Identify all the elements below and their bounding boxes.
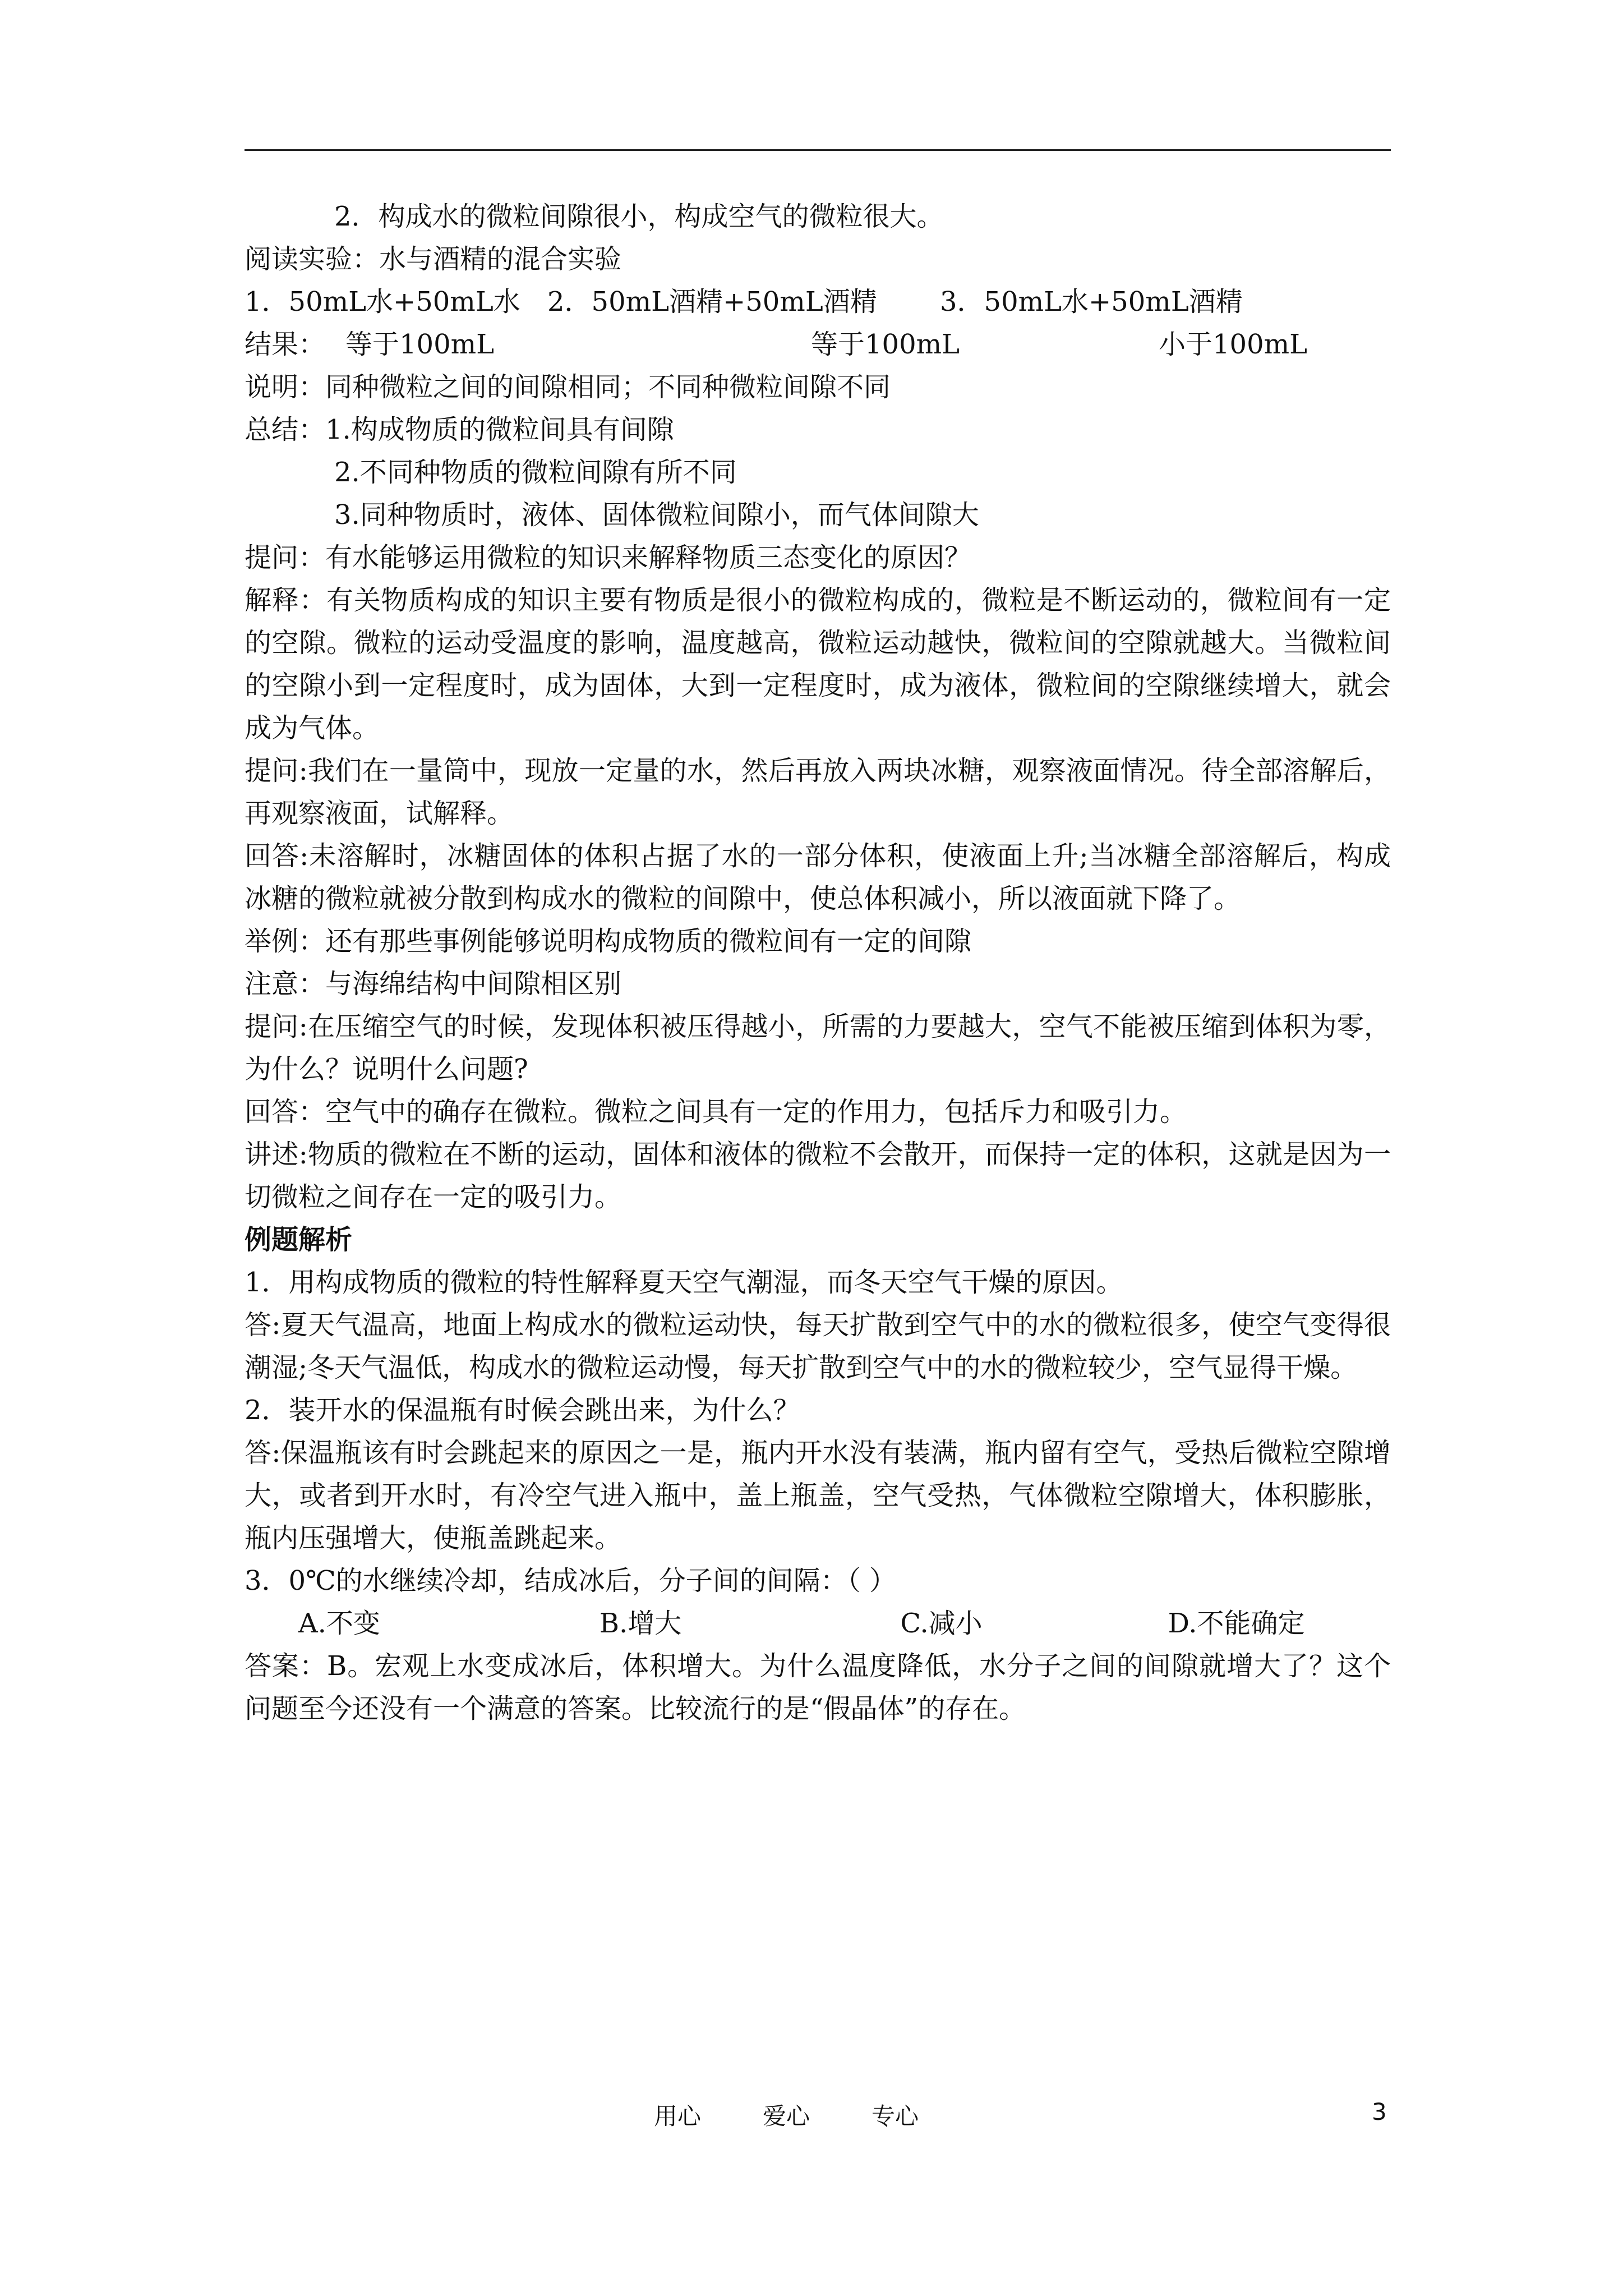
text-line: 3.同种物质时，液体、固体微粒间隙小，而气体间隙大	[334, 499, 979, 531]
text-line: 2.不同种物质的微粒间隙有所不同	[334, 457, 737, 488]
text-line: 举例：还有那些事例能够说明构成物质的微粒间有一定的间隙	[245, 926, 972, 957]
header-rule	[245, 149, 1391, 151]
answer: 答:夏天气温高，地面上构成水的微粒运动快，每天扩散到空气中的水的微粒很多，使空气变得很潮湿;冬天气温低，构成水的微粒运动慢，每天扩散到空气中的水的微粒较少，空气显得干燥。	[245, 1309, 1391, 1383]
paragraph: 提问:在压缩空气的时候，发现体积被压得越小，所需的力要越大，空气不能被压缩到体积为零，为什么？说明什么问题?	[245, 1011, 1391, 1085]
page-number: 3	[1372, 2098, 1387, 2125]
text-line: 2．构成水的微粒间隙很小，构成空气的微粒很大。	[334, 201, 944, 232]
text-line: 回答：空气中的确存在微粒。微粒之间具有一定的作用力，包括斥力和吸引力。	[245, 1096, 1187, 1128]
answer: 答:保温瓶该有时会跳起来的原因之一是，瓶内开水没有装满，瓶内留有空气，受热后微粒空隙增大，或者到开水时，有冷空气进入瓶中，盖上瓶盖，空气受热，气体微粒空隙增大，体积膨胀，瓶内压强增大，使瓶盖跳起来。	[245, 1437, 1391, 1554]
footer-motto-item: 专心	[872, 2102, 919, 2130]
section-title: 例题解析	[245, 1224, 353, 1255]
option-c: C.减小	[900, 1608, 983, 1639]
footer-motto-item: 用心	[654, 2102, 702, 2130]
document-body	[245, 195, 1391, 1730]
paragraph: 回答:未溶解时，冰糖固体的体积占据了水的一部分体积，使液面上升;当冰糖全部溶解后，构成冰糖的微粒就被分散到构成水的微粒的间隙中，使总体积减小，所以液面就下降了。	[245, 840, 1391, 914]
options-row	[245, 1602, 1391, 1645]
question: 2．装开水的保温瓶有时候会跳出来，为什么？	[245, 1395, 800, 1426]
paragraph: 讲述:物质的微粒在不断的运动，固体和液体的微粒不会散开，而保持一定的体积，这就是因为一切微粒之间存在一定的吸引力。	[245, 1139, 1391, 1213]
experiment-item: 1．50mL水+50mL水	[245, 286, 520, 318]
result-item: 等于100mL	[345, 329, 495, 360]
option-d: D.不能确定	[1168, 1608, 1305, 1639]
option-a: A.不变	[298, 1608, 380, 1639]
text-line: 总结：1.构成物质的微粒间具有间隙	[245, 414, 674, 445]
footer-motto-item: 爱心	[763, 2102, 810, 2130]
experiment-row	[245, 280, 1391, 323]
question: 1．用构成物质的微粒的特性解释夏天空气潮湿，而冬天空气干燥的原因。	[245, 1267, 1123, 1298]
result-item: 小于100mL	[1159, 329, 1308, 360]
option-b: B.增大	[599, 1608, 682, 1639]
text-line: 说明：同种微粒之间的间隙相同；不同种微粒间隙不同	[245, 371, 891, 403]
page-footer	[0, 2098, 1623, 2132]
text-line: 提问：有水能够运用微粒的知识来解释物质三态变化的原因？	[245, 542, 972, 573]
footer-motto	[654, 2098, 919, 2132]
paragraph: 解释：有关物质构成的知识主要有物质是很小的微粒构成的，微粒是不断运动的，微粒间有一定的空隙。微粒的运动受温度的影响，温度越高，微粒运动越快，微粒间的空隙就越大。当微粒间的空隙小到一定程度时，成为固体，大到一定程度时，成为液体，微粒间的空隙继续增大，就会成为气体。	[245, 585, 1391, 744]
result-row	[245, 323, 1391, 366]
result-item: 等于100mL	[811, 329, 960, 360]
paragraph: 提问:我们在一量筒中，现放一定量的水，然后再放入两块冰糖，观察液面情况。待全部溶解后，再观察液面，试解释。	[245, 755, 1391, 829]
experiment-item: 2．50mL酒精+50mL酒精	[547, 286, 877, 318]
question: 3．0℃的水继续冷却，结成冰后，分子间的间隔：（ ）	[245, 1565, 897, 1596]
text-line: 阅读实验：水与酒精的混合实验	[245, 243, 622, 275]
text-line: 注意：与海绵结构中间隙相区别	[245, 968, 622, 1000]
experiment-item: 3．50mL水+50mL酒精	[940, 286, 1243, 318]
result-label: 结果：	[245, 329, 326, 360]
answer: 答案：B。宏观上水变成冰后，体积增大。为什么温度降低，水分子之间的间隙就增大了？这个问题至今还没有一个满意的答案。比较流行的是“假晶体”的存在。	[245, 1650, 1391, 1724]
